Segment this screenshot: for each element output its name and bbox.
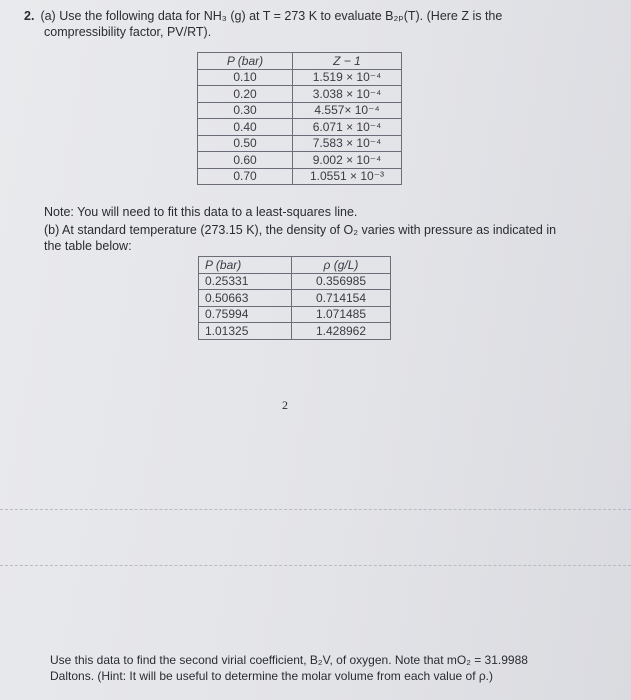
- column-header-pressure: P (bar): [199, 257, 292, 274]
- pressure-cell: 1.01325: [199, 323, 292, 340]
- column-header-z-minus-1: Z − 1: [293, 53, 402, 70]
- pressure-cell: 0.40: [198, 119, 293, 136]
- footer-instructions: [50, 652, 610, 684]
- footer-line-1: Use this data to find the second virial coefficient, B₂V, of oxygen. Note that mO₂ = 31.9988: [50, 653, 528, 667]
- page-break-divider: [0, 565, 631, 566]
- table-header-row: [199, 257, 391, 274]
- pressure-cell: 0.60: [198, 152, 293, 169]
- note-text: Note: You will need to fit this data to a least-squares line.: [44, 205, 358, 219]
- table-row: [199, 290, 391, 307]
- density-cell: 1.071485: [292, 306, 391, 323]
- o2-density-table: [198, 256, 391, 340]
- z-cell: 4.557× 10⁻⁴: [293, 102, 402, 119]
- table-row: [199, 323, 391, 340]
- page-break-divider: [0, 509, 631, 510]
- density-cell: 0.356985: [292, 273, 391, 290]
- pressure-cell: 0.50663: [199, 290, 292, 307]
- pressure-cell: 0.20: [198, 86, 293, 103]
- pressure-cell: 0.30: [198, 102, 293, 119]
- page-number: 2: [282, 398, 288, 412]
- z-cell: 1.519 × 10⁻⁴: [293, 69, 402, 86]
- column-header-density: ρ (g/L): [292, 257, 391, 274]
- table-row: [199, 273, 391, 290]
- table-row: [199, 306, 391, 323]
- table-row: [198, 152, 402, 169]
- z-cell: 1.0551 × 10⁻³: [293, 168, 402, 185]
- part-a-continuation: compressibility factor, PV/RT).: [44, 25, 212, 39]
- pressure-cell: 0.70: [198, 168, 293, 185]
- table-row: [198, 102, 402, 119]
- table-row: [198, 168, 402, 185]
- table-row: [198, 119, 402, 136]
- density-cell: 1.428962: [292, 323, 391, 340]
- pressure-cell: 0.25331: [199, 273, 292, 290]
- column-header-pressure: P (bar): [198, 53, 293, 70]
- part-b-continuation: the table below:: [44, 239, 132, 253]
- pressure-cell: 0.75994: [199, 306, 292, 323]
- z-cell: 7.583 × 10⁻⁴: [293, 135, 402, 152]
- density-cell: 0.714154: [292, 290, 391, 307]
- table-row: [198, 86, 402, 103]
- z-cell: 6.071 × 10⁻⁴: [293, 119, 402, 136]
- pressure-cell: 0.50: [198, 135, 293, 152]
- question-number: 2.: [24, 9, 35, 23]
- table-row: [198, 135, 402, 152]
- question-2-part-a: [24, 8, 614, 24]
- table-header-row: [198, 53, 402, 70]
- z-cell: 9.002 × 10⁻⁴: [293, 152, 402, 169]
- pressure-cell: 0.10: [198, 69, 293, 86]
- table-row: [198, 69, 402, 86]
- part-b-text: (b) At standard temperature (273.15 K), the density of O₂ varies with pressure as indicated in: [44, 223, 557, 237]
- z-cell: 3.038 × 10⁻⁴: [293, 86, 402, 103]
- footer-line-2: Daltons. (Hint: It will be useful to determine the molar volume from each value of ρ.): [50, 669, 494, 683]
- part-a-text: (a) Use the following data for NH₃ (g) at T = 273 K to evaluate B₂ₚ(T). (Here Z is the: [40, 9, 503, 23]
- nh3-data-table: [197, 52, 402, 185]
